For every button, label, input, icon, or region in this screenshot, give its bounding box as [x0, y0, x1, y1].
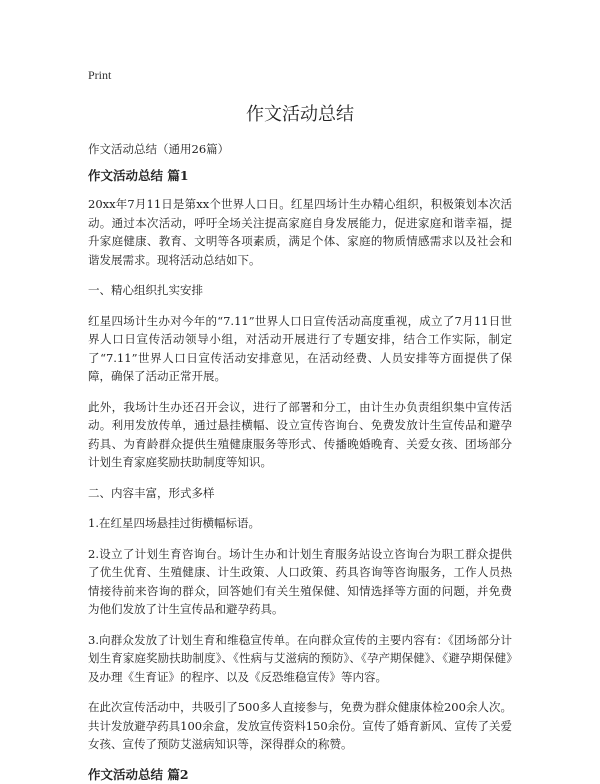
subheading-organization: 一、精心组织扎实安排 — [88, 283, 203, 297]
list-item-leaflets: 3.向群众发放了计划生育和维稳宣传单。在向群众宣传的主要内容有：《团场部分计划生育家庭奖励扶助制度》、《性病与艾滋病的预防》、《孕产期保健》、《避孕期保健》及办理《生育证》的程序、以及《反恐维稳宣传》等内容。 — [88, 632, 512, 684]
subheading-content: 二、内容丰富，形式多样 — [88, 485, 215, 500]
list-item-consultation: 2.设立了计划生育咨询台。场计生办和计划生育服务站设立咨询台为职工群众提供了优生优育、生殖健康、计生政策、人口政策、药具咨询等咨询服务，工作人员热情接待前来咨询的群众，回答她们有关生殖保健、知情选择等方面的问题，并免费为他们发放了计生宣传品和避孕药具。 — [88, 546, 512, 616]
paragraph-organization: 红星四场计生办对今年的“7.11”世界人口日宣传活动高度重视，成立了7月11日世界人口日宣传活动领导小组，对活动开展进行了专题安排，结合工作实际，制定了“7.11”世界人口日宣传活动安排意见，在活动经费、人员安排等方面提供了保障，确保了活动正常开展。 — [88, 313, 512, 383]
paragraph-results: 在此次宣传活动中，共吸引了500多人直接参与，免费为群众健康体检200余人次。共计发放避孕药具100余盒，发放宣传资料150余份。宣传了婚育新风、宣传了关爱女孩、宣传了预防艾滋病知识等，深得群众的称赞。 — [88, 700, 512, 751]
section-heading-2: 作文活动总结 篇2 — [88, 766, 189, 782]
paragraph-intro: 20xx年7月11日是第xx个世界人口日。红星四场计生办精心组织，积极策划本次活动。通过本次活动，呼吁全场关注提高家庭自身发展能力，促进家庭和谐幸福，提升家庭健康、教育、文明等各项素质，满足个体、家庭的物质情感需求以及社会和谐发展需求。现将活动总结如下。 — [88, 197, 512, 267]
section-heading-1: 作文活动总结 篇1 — [88, 168, 189, 183]
paragraph-deployment: 此外，我场计生办还召开会议，进行了部署和分工，由计生办负责组织集中宣传活动。利用发放传单，通过悬挂横幅、设立宣传咨询台、免费发放计生宣传品和避孕药具、为育龄群众提供生殖健康服务等形式、传播晚婚晚育、关爱女孩、团场部分计划生育家庭奖励扶助制度等知识。 — [88, 399, 512, 469]
document-subtitle: 作文活动总结（通用26篇） — [88, 142, 230, 156]
print-link[interactable]: Print — [88, 68, 112, 82]
page-title: 作文活动总结 — [246, 104, 354, 125]
list-item-banners: 1.在红星四场悬挂过街横幅标语。 — [88, 516, 260, 530]
